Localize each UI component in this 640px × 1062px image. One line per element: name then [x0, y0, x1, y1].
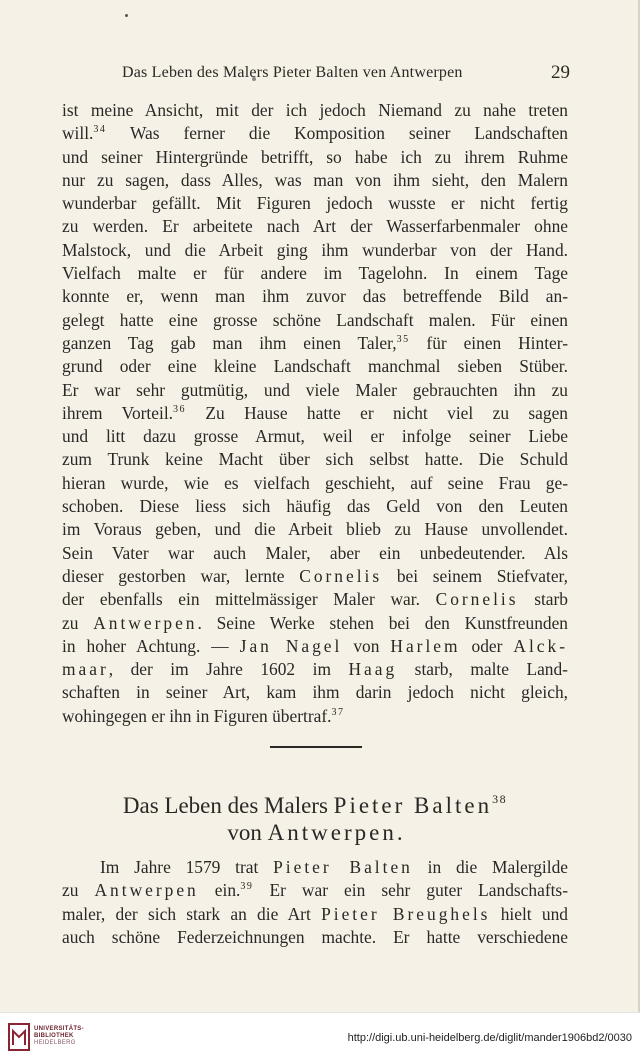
text-line: will.$^{34}$ Was ferner die Komposition seiner Landschaften: [62, 123, 568, 144]
text-line: schoben. Diese liess sich häufig das Geld von den Leuten: [62, 496, 568, 517]
spaced-name: Antwerpen: [93, 612, 198, 633]
text-line: maler, der sich stark an die Art Pieter Breughels hielt und: [62, 903, 568, 924]
spaced-name: Jan Nagel: [239, 635, 343, 656]
section-heading-line: von Antwerpen.: [227, 820, 403, 845]
spaced-name: Alck-: [513, 635, 568, 656]
spaced-name: Pieter Balten: [333, 793, 493, 818]
text-line: konnte er, wenn man ihm zuvor das betreffende Bild an-: [62, 286, 568, 307]
spaced-name: Cornelis: [299, 565, 383, 586]
text-line: der ebenfalls ein mittelmässiger Maler war. Cornelis starb: [62, 589, 569, 610]
footnote-ref: 34: [93, 124, 107, 136]
paragraph-second: [62, 856, 568, 949]
text-line: zu Antwerpen. Seine Werke stehen bei den Kunstfreunden: [62, 612, 568, 633]
library-logo-text: UNIVERSITÄTS- BIBLIOTHEK HEIDELBERG: [34, 1026, 84, 1046]
text-line: grund oder eine kleine Landschaft manchmal sieben Stüber.: [62, 356, 568, 377]
library-logo-icon: [8, 1023, 30, 1051]
footnote-ref: 39: [240, 881, 254, 893]
text-line: zu werden. Er arbeitete nach Art der Wasserfarbenmaler ohne: [62, 216, 568, 237]
spaced-name: Antwerpen: [94, 880, 199, 901]
text-line: auch schöne Federzeichnungen machte. Er hatte verschiedene: [62, 926, 568, 947]
footnote-ref: 38: [492, 792, 508, 806]
permalink-url[interactable]: http://digi.ub.uni-heidelberg.de/diglit/mander1906bd2/0030: [347, 1032, 632, 1044]
text-line: Malstock, und die Arbeit ging ihm wunderbar von der Hand.: [62, 239, 568, 260]
text-line: und seiner Hintergründe betrifft, so habe ich zu ihrem Ruhme: [62, 146, 568, 167]
spaced-name: Antwerpen: [267, 820, 397, 845]
text-line: Er war sehr gutmütig, und viele Maler gebrauchten ihn zu: [62, 379, 568, 400]
text-line: wohingegen er ihn in Figuren übertraf.$^{37}$: [62, 705, 345, 726]
viewer-footer: [0, 1012, 640, 1062]
text-line: und litt dazu grosse Armut, weil er infolge seiner Liebe: [62, 426, 568, 447]
spaced-name: maar: [62, 659, 109, 680]
paragraph-main: [62, 99, 568, 728]
text-line: ihrem Vorteil.$^{36}$ Zu Hause hatte er nicht viel zu sagen: [62, 402, 568, 423]
text-line: nur zu sagen, dass Alles, was man von ihm sieht, den Malern: [62, 169, 568, 190]
text-line: Im Jahre 1579 trat Pieter Balten in die Malergilde: [100, 857, 568, 877]
spaced-name: Cornelis: [435, 589, 519, 610]
footnote-ref: 36: [173, 403, 186, 415]
section-heading: [62, 792, 568, 846]
footnote-ref: 37: [331, 706, 345, 718]
text-line: schaften in seiner Art, kam ihm darin jedoch nicht gleich,: [62, 682, 568, 703]
text-line: Vielfach malte er für andere im Tagelohn. In einem Tage: [62, 263, 568, 284]
page-number: 29: [551, 62, 570, 83]
text-line: gelegt hatte eine grosse schöne Landschaft malen. Für einen: [62, 309, 568, 330]
spaced-name: Pieter Balten: [273, 857, 413, 877]
text-line: zum Trunk keine Macht über sich selbst hatte. Die Schuld: [62, 449, 568, 470]
spaced-name: Pieter Breughels: [321, 903, 491, 924]
text-line: maar, der im Jahre 1602 im Haag starb, malte Land-: [62, 659, 568, 680]
text-line: hieran wurde, wie es vielfach geschieht, auf seine Frau ge-: [62, 472, 568, 493]
spaced-name: Haag: [348, 659, 398, 680]
text-line: ist meine Ansicht, mit der ich jedoch Niemand zu nahe treten: [62, 100, 568, 120]
text-line: ganzen Tag gab man ihm einen Taler,$^{35}$ für einen Hinter-: [62, 332, 568, 353]
text-line: in hoher Achtung. — Jan Nagel von Harlem oder Alck-: [62, 635, 568, 656]
footnote-ref: 35: [396, 333, 410, 345]
spaced-name: Harlem: [390, 635, 461, 656]
text-line: wunderbar gefällt. Mit Figuren jedoch wusste er nicht fertig: [62, 193, 568, 214]
running-title: Das Leben des Malers Pieter Balten ven Antwerpen: [122, 64, 463, 81]
text-line: im Voraus geben, und die Arbeit blieb zu Hause unvollendet.: [62, 519, 568, 540]
text-line: zu Antwerpen ein.$^{39}$ Er war ein sehr guter Landschafts-: [62, 880, 568, 901]
text-line: dieser gestorben war, lernte Cornelis bei seinem Stiefvater,: [62, 565, 568, 586]
paper-speck: [125, 14, 128, 17]
section-divider: [270, 746, 362, 748]
text-line: Sein Vater war auch Maler, aber ein unbedeutender. Als: [62, 542, 568, 563]
section-heading-line: Das Leben des Malers Pieter Balten$^{38}$: [122, 792, 508, 818]
